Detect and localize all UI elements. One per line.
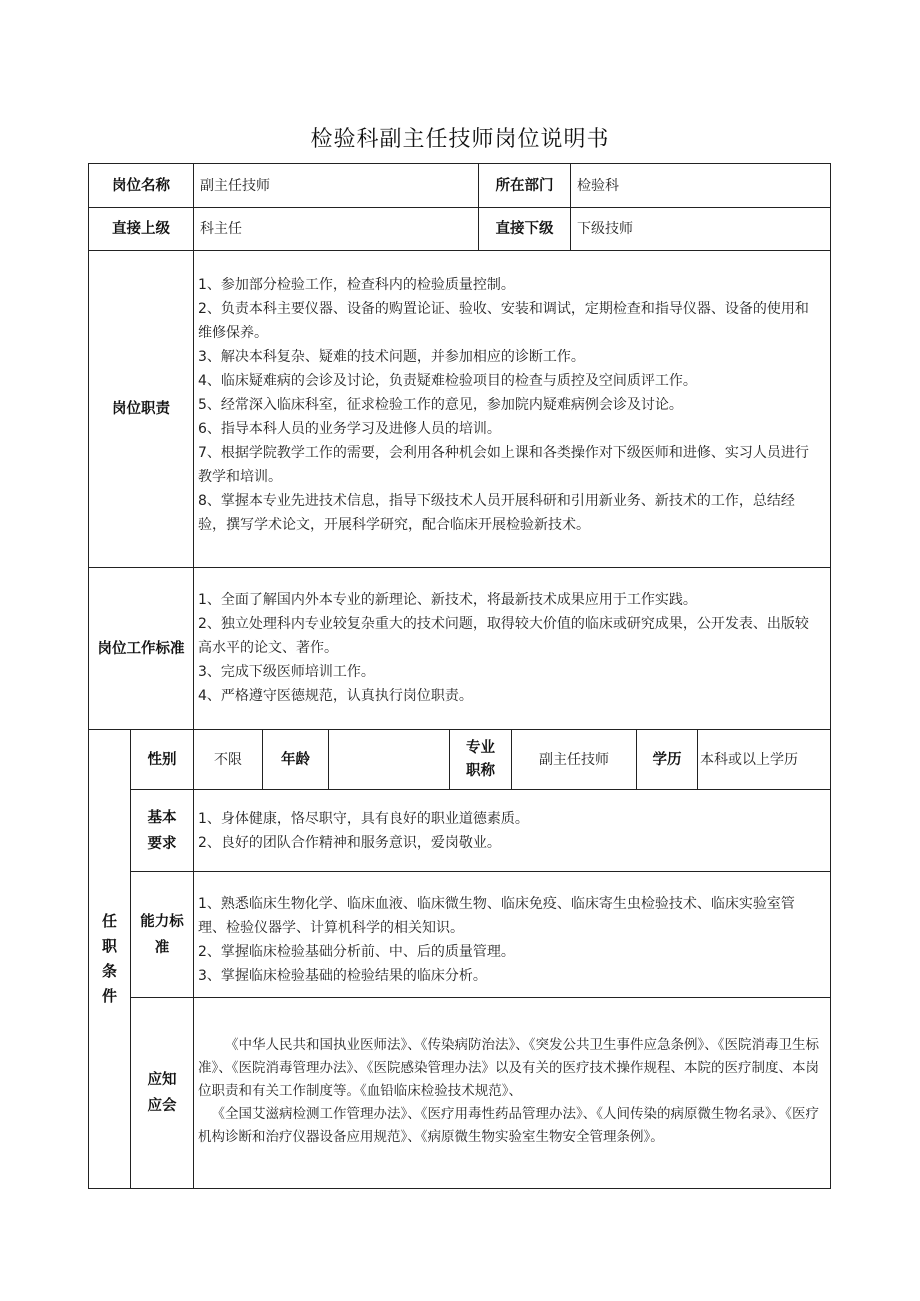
basic-list xyxy=(194,790,830,872)
ability-item: 3、掌握临床检验基础的检验结果的临床分析。 xyxy=(198,968,487,984)
side-char: 件 xyxy=(101,987,117,1005)
gender-value: 不限 xyxy=(194,730,263,790)
page-title: 检验科副主任技师岗位说明书 xyxy=(310,127,610,152)
dept-label: 所在部门 xyxy=(479,164,571,208)
duties-list xyxy=(194,251,830,568)
standard-item: 3、完成下级医师培训工作。 xyxy=(198,664,375,680)
post-name-label: 岗位名称 xyxy=(89,164,194,208)
duty-item: 5、经常深入临床科室，征求检验工作的意见，参加院内疑难病例会诊及讨论。 xyxy=(198,397,683,413)
ability-label-line: 能力标 xyxy=(140,913,184,930)
title-label xyxy=(450,730,512,790)
knowledge-paragraph: 《全国艾滋病检测工作管理办法》、《医疗用毒性药品管理办法》、《人间传染的病原微生物名录》、《医疗机构诊断和治疗仪器设备应用规范》、《病原微生物实验室生物安全管理条例》。 xyxy=(198,1106,819,1145)
standards-list xyxy=(194,568,830,730)
basic-label-line: 基本 xyxy=(147,809,177,826)
edu-value: 本科或以上学历 xyxy=(698,730,830,790)
subordinate-label: 直接下级 xyxy=(479,208,571,251)
superior-value: 科主任 xyxy=(194,208,479,251)
standard-item: 1、全面了解国内外本专业的新理论、新技术，将最新技术成果应用于工作实践。 xyxy=(198,592,697,608)
ability-item: 2、掌握临床检验基础分析前、中、后的质量管理。 xyxy=(198,944,515,960)
knowledge-text xyxy=(194,998,830,1188)
knowledge-label-line: 应知 xyxy=(147,1072,177,1088)
subordinate-value: 下级技师 xyxy=(571,208,830,251)
duty-item: 3、解决本科复杂、疑难的技术问题，并参加相应的诊断工作。 xyxy=(198,349,585,365)
standards-label: 岗位工作标准 xyxy=(89,568,194,730)
ability-list xyxy=(194,872,830,998)
duty-item: 7、根据学院教学工作的需要，会利用各种机会如上课和各类操作对下级医师和进修、实习人员进行教学和培训。 xyxy=(198,445,809,485)
basic-label xyxy=(131,790,194,872)
edu-label: 学历 xyxy=(637,730,698,790)
superior-label: 直接上级 xyxy=(89,208,194,251)
duties-label: 岗位职责 xyxy=(89,251,194,568)
knowledge-paragraph: 《中华人民共和国执业医师法》、《传染病防治法》、《突发公共卫生事件应急条例》、《医院消毒卫生标准》、《医院消毒管理办法》、《医院感染管理办法》以及有关的医疗技术操作规程、本院的医疗制度、本岗位职责和有关工作制度等。《血铅临床检验技术规范》、 xyxy=(198,1037,819,1099)
job-description-form xyxy=(88,163,831,1189)
standard-item: 4、严格遵守医德规范，认真执行岗位职责。 xyxy=(198,688,473,704)
basic-label-line: 要求 xyxy=(147,835,177,852)
duty-item: 4、临床疑难病的会诊及讨论，负责疑难检验项目的检查与质控及空间质评工作。 xyxy=(198,373,697,389)
duty-item: 2、负责本科主要仪器、设备的购置论证、验收、安装和调试，定期检查和指导仪器、设备的使用和维修保养。 xyxy=(198,301,809,341)
age-label: 年龄 xyxy=(263,730,329,790)
title-label-line: 专业 xyxy=(466,739,495,756)
ability-label-line: 准 xyxy=(154,939,170,956)
requirements-side-label xyxy=(89,730,131,1188)
age-value xyxy=(329,730,450,790)
gender-label: 性别 xyxy=(131,730,194,790)
side-char: 条 xyxy=(101,962,117,980)
side-char: 任 xyxy=(101,912,117,930)
ability-item: 1、熟悉临床生物化学、临床血液、临床微生物、临床免疫、临床寄生虫检验技术、临床实验室管理、检验仪器学、计算机科学的相关知识。 xyxy=(198,896,795,936)
knowledge-label xyxy=(131,998,194,1188)
basic-item: 2、良好的团队合作精神和服务意识，爱岗敬业。 xyxy=(198,835,501,851)
title-label-line: 职称 xyxy=(466,762,495,779)
duty-item: 6、指导本科人员的业务学习及进修人员的培训。 xyxy=(198,421,501,437)
duty-item: 8、掌握本专业先进技术信息，指导下级技术人员开展科研和引用新业务、新技术的工作，总结经验，撰写学术论文，开展科学研究，配合临床开展检验新技术。 xyxy=(198,493,795,533)
knowledge-label-line: 应会 xyxy=(147,1098,177,1114)
side-char: 职 xyxy=(101,937,117,955)
post-name-value: 副主任技师 xyxy=(194,164,479,208)
standard-item: 2、独立处理科内专业较复杂重大的技术问题，取得较大价值的临床或研究成果，公开发表、出版较高水平的论文、著作。 xyxy=(198,616,809,656)
duty-item: 1、参加部分检验工作，检查科内的检验质量控制。 xyxy=(198,277,515,293)
dept-value: 检验科 xyxy=(571,164,830,208)
title-value: 副主任技师 xyxy=(512,730,637,790)
basic-item: 1、身体健康，恪尽职守，具有良好的职业道德素质。 xyxy=(198,811,529,827)
ability-label xyxy=(131,872,194,998)
